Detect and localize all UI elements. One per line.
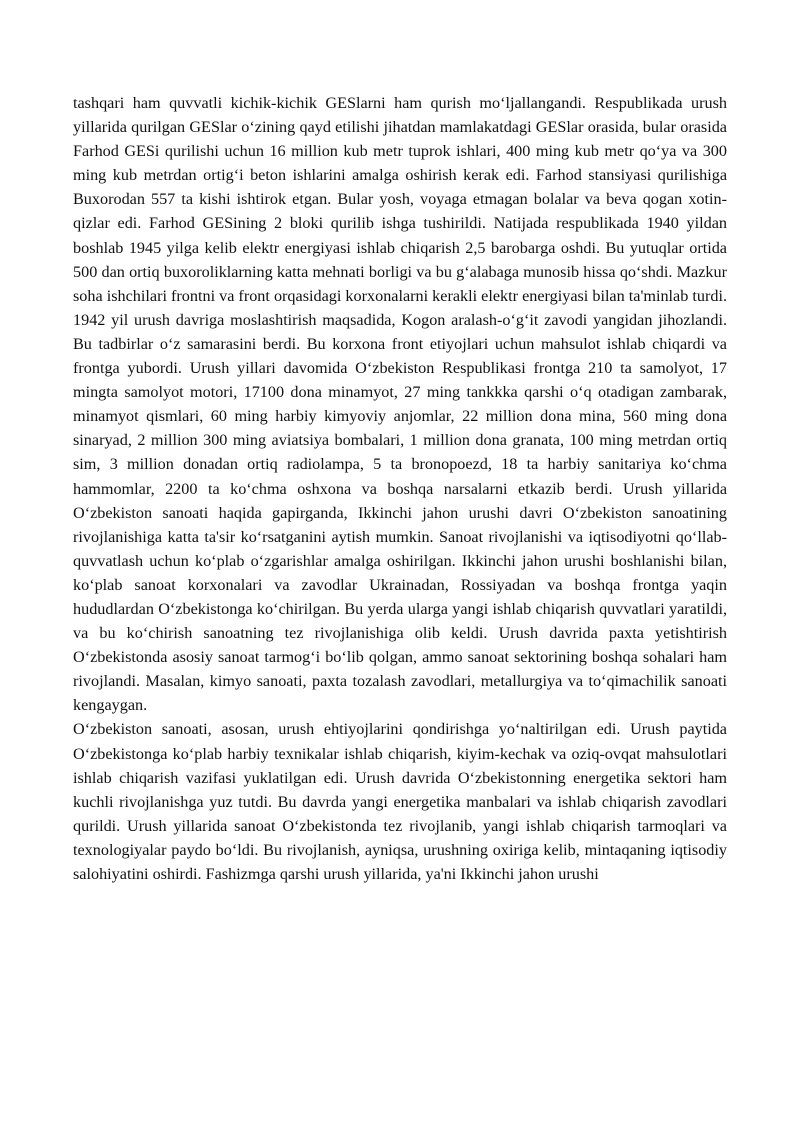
body-paragraph-2: Oʻzbekiston sanoati, asosan, urush ehtiyojlarini qondirishga yoʻnaltirilgan edi. Urush paytida Oʻzbekistonga koʻplab harbiy texnikalar ishlab chiqarish, kiyim-kechak va oziq-ovqat mahsulotlari ishlab chiqarish vazifasi yuklatilgan edi. Urush davrida Oʻzbekistonning energetika sektori ham kuchli rivojlanishga yuz tutdi. Bu davrda yangi energetika manbalari va ishlab chiqarish zavodlari qurildi. Urush yillarida sanoat Oʻzbekistonda tez rivojlanib, yangi ishlab chiqarish tarmoqlari va texnologiyalar paydo boʻldi. Bu rivojlanish, ayniqsa, urushning oxiriga kelib, mintaqaning iqtisodiy salohiyatini oshirdi. Fashizmga qarshi urush yillarida, ya'ni Ikkinchi jahon urushi [73, 720, 727, 883]
document-page [73, 91, 727, 886]
body-paragraph-1: tashqari ham quvvatli kichik-kichik GESlarni ham qurish moʻljallangandi. Respublikada urush yillarida qurilgan GESlar oʻzining qayd etilishi jihatdan mamlakatdagi GESlar orasida, bular orasida Farhod GESi qurilishi uchun 16 million kub metr tuprok ishlari, 400 ming kub metr qoʻya va 300 ming kub metrdan ortigʻi beton ishlarini amalga oshirish kerak edi. Farhod stansiyasi qurilishiga Buxorodan 557 ta kishi ishtirok etgan. Bular yosh, voyaga etmagan bolalar va beva qogan xotin-qizlar edi. Farhod GESining 2 bloki qurilib ishga tushirildi. Natijada respublikada 1940 yildan boshlab 1945 yilga kelib elektr energiyasi ishlab chiqarish 2,5 barobarga oshdi. Bu yutuqlar ortida 500 dan ortiq buxoroliklarning katta mehnati borligi va bu gʻalabaga munosib hissa qoʻshdi. Mazkur soha ishchilari frontni va front orqasidagi korxonalarni kerakli elektr energiyasi bilan ta'minlab turdi. 1942 yil urush davriga moslashtirish maqsadida, Kogon aralash-oʻgʻit zavodi yangidan jihozlandi. Bu tadbirlar oʻz samarasini berdi. Bu korxona front etiyojlari uchun mahsulot ishlab chiqardi va frontga yubordi. Urush yillari davomida Oʻzbekiston Respublikasi frontga 210 ta samolyot, 17 mingta samolyot motori, 17100 dona minamyot, 27 ming tankkka qarshi oʻq otadigan zambarak, minamyot qismlari, 60 ming harbiy kimyoviy anjomlar, 22 million dona mina, 560 ming dona sinaryad, 2 million 300 ming aviatsiya bombalari, 1 million dona granata, 100 ming metrdan ortiq sim, 3 million donadan ortiq radiolampa, 5 ta bronopoezd, 18 ta harbiy sanitariya koʻchma hammomlar, 2200 ta koʻchma oshxona va boshqa narsalarni etkazib berdi. Urush yillarida Oʻzbekiston sanoati haqida gapirganda, Ikkinchi jahon urushi davri Oʻzbekiston sanoatining rivojlanishiga katta ta'sir koʻrsatganini aytish mumkin. Sanoat rivojlanishi va iqtisodiyotni qoʻllab-quvvatlash uchun koʻplab oʻzgarishlar amalga oshirilgan. Ikkinchi jahon urushi boshlanishi bilan, koʻplab sanoat korxonalari va zavodlar Ukrainadan, Rossiyadan va boshqa frontga yaqin hududlardan Oʻzbekistonga koʻchirilgan. Bu yerda ularga yangi ishlab chiqarish quvvatlari yaratildi, va bu koʻchirish sanoatning tez rivojlanishiga olib keldi. Urush davrida paxta yetishtirish Oʻzbekistonda asosiy sanoat tarmogʻi boʻlib qolgan, ammo sanoat sektorining boshqa sohalari ham rivojlandi. Masalan, kimyo sanoati, paxta tozalash zavodlari, metallurgiya va toʻqimachilik sanoati kengaygan. [73, 94, 727, 715]
